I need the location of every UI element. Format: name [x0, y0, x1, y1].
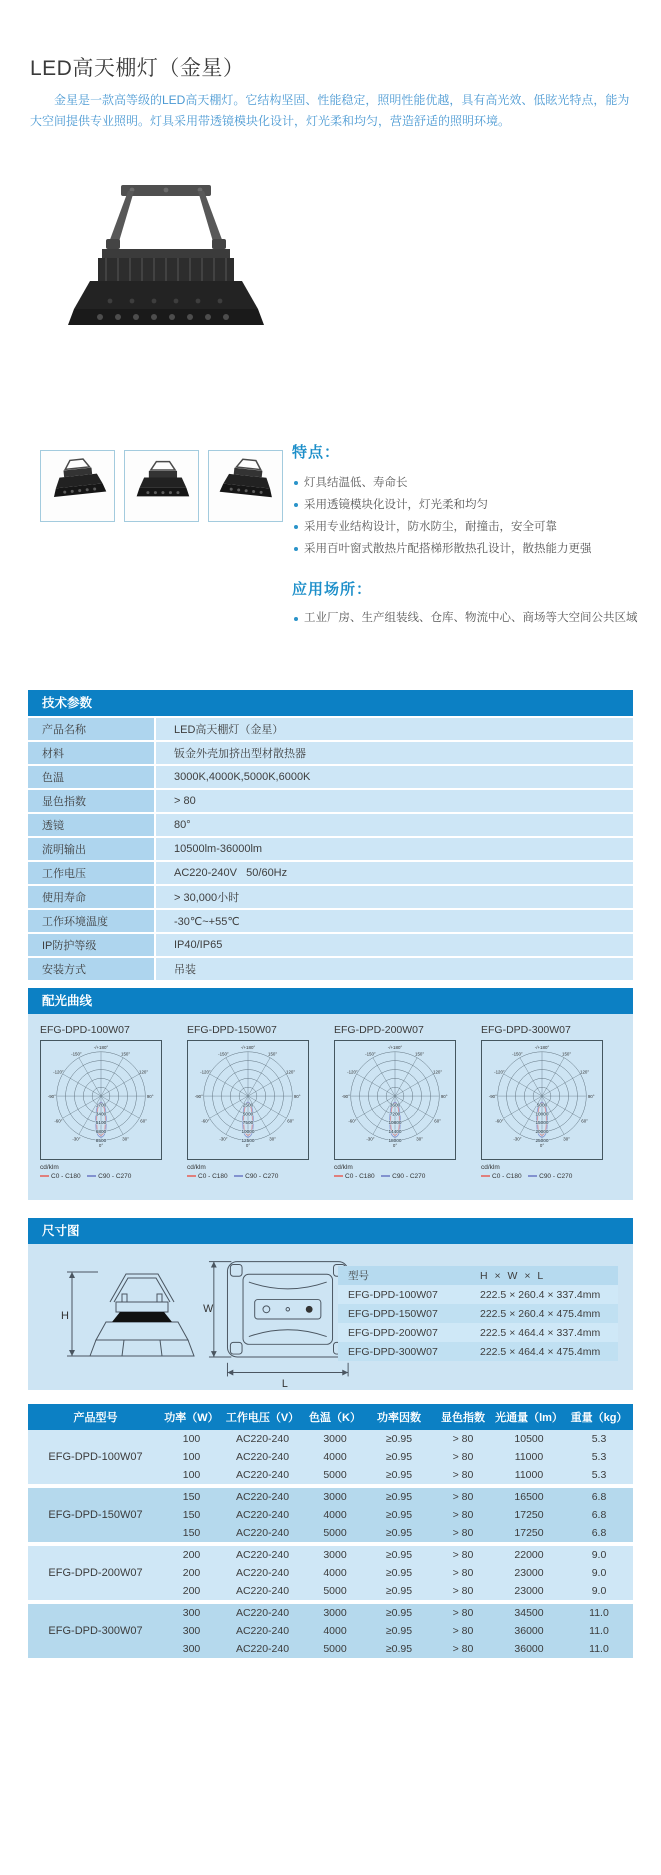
photometry-chart [334, 1022, 474, 1200]
tech-params-table [28, 718, 633, 982]
spec-model-cell: EFG-DPD-100W07 [28, 1430, 163, 1486]
svg-text:150°: 150° [121, 1051, 131, 1057]
spec-cell: 11000 [493, 1466, 565, 1486]
spec-row [28, 1544, 633, 1564]
spec-cell: ≥0.95 [365, 1486, 433, 1506]
photometry-chart-title: EFG-DPD-150W07 [187, 1024, 277, 1036]
spec-cell: 34500 [493, 1602, 565, 1622]
spec-column-header: 显色指数 [433, 1404, 493, 1430]
photometry-unit: cd/klm [40, 1164, 59, 1171]
spec-column-header: 产品型号 [28, 1404, 163, 1430]
svg-text:150°: 150° [415, 1051, 425, 1057]
spec-cell: 9.0 [565, 1544, 633, 1564]
svg-text:-120°: -120° [494, 1069, 505, 1075]
tech-param-value: 吊装 [155, 957, 633, 981]
svg-text:-60°: -60° [348, 1118, 357, 1124]
dimension-model: EFG-DPD-300W07 [338, 1342, 470, 1361]
spec-cell: 5000 [305, 1466, 365, 1486]
tech-param-label: 流明输出 [28, 837, 155, 861]
spec-cell: 4000 [305, 1622, 365, 1640]
svg-text:-150°: -150° [71, 1051, 82, 1057]
spec-column-header: 功率因数 [365, 1404, 433, 1430]
svg-text:L: L [281, 1378, 288, 1391]
svg-text:60°: 60° [287, 1118, 294, 1124]
spec-cell: 16500 [493, 1486, 565, 1506]
spec-cell: 9.0 [565, 1582, 633, 1602]
spec-row [28, 1602, 633, 1622]
spec-cell: 150 [163, 1486, 220, 1506]
product-description: 金星是一款高等级的LED高天棚灯。它结构坚固、性能稳定，照明性能优越，具有高光效、低眩光特点，能为大空间提供专业照明。灯具采用带透镜模块化设计，灯光柔和均匀，营造舒适的照明环境。 [30, 93, 630, 128]
tech-param-label: 材料 [28, 741, 155, 765]
svg-text:120°: 120° [139, 1069, 149, 1075]
tech-param-row [28, 957, 633, 981]
spec-row [28, 1486, 633, 1506]
spec-cell: 4000 [305, 1448, 365, 1466]
spec-cell: AC220-240 [220, 1622, 305, 1640]
dims-header-model: 型号 [338, 1266, 470, 1285]
tech-param-label: 工作环境温度 [28, 909, 155, 933]
spec-cell: 4000 [305, 1506, 365, 1524]
spec-cell: 5.3 [565, 1448, 633, 1466]
spec-cell: 6.8 [565, 1506, 633, 1524]
spec-cell: 3000 [305, 1544, 365, 1564]
polar-chart-svg [41, 1041, 161, 1159]
spec-cell: AC220-240 [220, 1448, 305, 1466]
spec-row [28, 1430, 633, 1448]
svg-text:120°: 120° [286, 1069, 296, 1075]
applications-list [293, 608, 643, 628]
tech-param-label: 产品名称 [28, 718, 155, 741]
spec-cell: ≥0.95 [365, 1448, 433, 1466]
svg-text:-60°: -60° [201, 1118, 210, 1124]
spec-cell: 11.0 [565, 1622, 633, 1640]
thumbnail-lamp-icon [129, 455, 195, 517]
spec-cell: 11000 [493, 1448, 565, 1466]
svg-text:-120°: -120° [347, 1069, 358, 1075]
photometry-legend [334, 1163, 474, 1181]
svg-text:10800: 10800 [388, 1121, 402, 1127]
thumbnail-lamp-icon [45, 455, 111, 517]
polar-chart-svg [188, 1041, 308, 1159]
spec-cell: ≥0.95 [365, 1466, 433, 1486]
feature-item: 采用透镜模块化设计，灯光柔和均匀 [293, 494, 641, 516]
svg-text:-150°: -150° [512, 1051, 523, 1057]
tech-param-row [28, 765, 633, 789]
spec-cell: 4000 [305, 1564, 365, 1582]
svg-text:H: H [61, 1310, 69, 1322]
svg-text:90°: 90° [293, 1094, 301, 1100]
spec-cell: 3000 [305, 1486, 365, 1506]
spec-column-header: 重量（kg） [565, 1404, 633, 1430]
photometry-legend-line: C0 - C180 C90 - C270 [187, 1172, 327, 1181]
spec-cell: > 80 [433, 1582, 493, 1602]
tech-param-value: 3000K,4000K,5000K,6000K [155, 765, 633, 789]
svg-text:5000: 5000 [536, 1103, 548, 1109]
svg-text:120°: 120° [433, 1069, 443, 1075]
spec-cell: > 80 [433, 1622, 493, 1640]
spec-column-header: 功率（W） [163, 1404, 220, 1430]
dimension-row [338, 1342, 618, 1361]
features-heading: 特点： [292, 444, 341, 461]
spec-cell: ≥0.95 [365, 1622, 433, 1640]
polar-chart [40, 1040, 162, 1160]
tech-param-label: 工作电压 [28, 861, 155, 885]
svg-text:-90°: -90° [47, 1094, 56, 1100]
svg-text:-90°: -90° [194, 1094, 203, 1100]
tech-param-value: LED高天棚灯（金星） [155, 718, 633, 741]
polar-chart [334, 1040, 456, 1160]
svg-text:12500: 12500 [241, 1138, 255, 1144]
spec-cell: 300 [163, 1602, 220, 1622]
svg-text:3400: 3400 [95, 1112, 107, 1118]
svg-text:-60°: -60° [54, 1118, 63, 1124]
svg-text:7200: 7200 [389, 1112, 401, 1118]
svg-text:60°: 60° [140, 1118, 147, 1124]
polar-chart [481, 1040, 603, 1160]
dimensions-table [338, 1266, 618, 1361]
svg-text:-/+180°: -/+180° [534, 1044, 550, 1050]
tech-param-value: -30℃~+55℃ [155, 909, 633, 933]
spec-table [28, 1404, 633, 1658]
tech-param-row [28, 718, 633, 741]
svg-text:90°: 90° [146, 1094, 154, 1100]
product-thumbnail-1[interactable] [40, 450, 115, 522]
tech-param-value: 80° [155, 813, 633, 837]
spec-cell: 200 [163, 1544, 220, 1564]
spec-cell: ≥0.95 [365, 1582, 433, 1602]
svg-text:-120°: -120° [200, 1069, 211, 1075]
spec-cell: 100 [163, 1466, 220, 1486]
spec-cell: 150 [163, 1506, 220, 1524]
tech-param-row [28, 837, 633, 861]
spec-cell: 22000 [493, 1544, 565, 1564]
photometry-legend [187, 1163, 327, 1181]
svg-text:60°: 60° [434, 1118, 441, 1124]
svg-text:0°: 0° [392, 1143, 398, 1149]
svg-text:30°: 30° [122, 1136, 129, 1142]
photometry-legend [481, 1163, 621, 1181]
spec-cell: ≥0.95 [365, 1544, 433, 1564]
svg-text:90°: 90° [440, 1094, 448, 1100]
spec-cell: ≥0.95 [365, 1506, 433, 1524]
svg-text:15000: 15000 [535, 1121, 549, 1127]
spec-cell: > 80 [433, 1506, 493, 1524]
page-title: LED高天棚灯（金星） [30, 57, 245, 80]
polar-chart-svg [335, 1041, 455, 1159]
svg-text:W: W [203, 1303, 214, 1316]
legend-swatch-c0 [334, 1175, 343, 1177]
dimension-model: EFG-DPD-150W07 [338, 1304, 470, 1323]
svg-text:-30°: -30° [366, 1136, 375, 1142]
photometry-chart-title: EFG-DPD-200W07 [334, 1024, 424, 1036]
tech-params-body [28, 718, 633, 981]
spec-cell: 17250 [493, 1524, 565, 1544]
svg-text:-60°: -60° [495, 1118, 504, 1124]
svg-text:0°: 0° [98, 1143, 104, 1149]
tech-param-value: AC220-240V 50/60Hz [155, 861, 633, 885]
svg-text:60°: 60° [581, 1118, 588, 1124]
svg-text:6800: 6800 [95, 1130, 107, 1136]
spec-cell: > 80 [433, 1486, 493, 1506]
spec-cell: 5.3 [565, 1430, 633, 1448]
photometry-unit: cd/klm [187, 1164, 206, 1171]
svg-text:120°: 120° [580, 1069, 590, 1075]
spec-cell: > 80 [433, 1564, 493, 1582]
spec-cell: 5.3 [565, 1466, 633, 1486]
dimension-size: 222.5 × 464.4 × 337.4mm [470, 1323, 618, 1342]
tech-param-value: > 80 [155, 789, 633, 813]
feature-item: 采用百叶窗式散热片配搭梯形散热孔设计，散热能力更强 [293, 538, 641, 560]
feature-item: 采用专业结构设计，防水防尘，耐撞击，安全可靠 [293, 516, 641, 538]
svg-text:-150°: -150° [218, 1051, 229, 1057]
spec-cell: 150 [163, 1524, 220, 1544]
spec-cell: 300 [163, 1640, 220, 1658]
dimension-size: 222.5 × 464.4 × 475.4mm [470, 1342, 618, 1361]
spec-table-body [28, 1430, 633, 1658]
tech-param-label: 色温 [28, 765, 155, 789]
applications-heading: 应用场所： [292, 581, 373, 598]
dimension-model: EFG-DPD-200W07 [338, 1323, 470, 1342]
spec-cell: ≥0.95 [365, 1430, 433, 1448]
svg-text:30°: 30° [269, 1136, 276, 1142]
legend-swatch-c0 [187, 1175, 196, 1177]
dimension-row [338, 1285, 618, 1304]
spec-cell: AC220-240 [220, 1506, 305, 1524]
spec-cell: 300 [163, 1622, 220, 1640]
thumbnail-row [40, 450, 283, 522]
spec-cell: AC220-240 [220, 1602, 305, 1622]
svg-text:-/+180°: -/+180° [93, 1044, 109, 1050]
legend-swatch-c90 [234, 1175, 243, 1177]
spec-cell: > 80 [433, 1544, 493, 1564]
svg-text:30°: 30° [416, 1136, 423, 1142]
spec-cell: AC220-240 [220, 1486, 305, 1506]
spec-cell: 100 [163, 1448, 220, 1466]
photometry-chart-title: EFG-DPD-300W07 [481, 1024, 571, 1036]
tech-param-row [28, 861, 633, 885]
spec-cell: 5000 [305, 1582, 365, 1602]
svg-text:-30°: -30° [219, 1136, 228, 1142]
spec-cell: 6.8 [565, 1524, 633, 1544]
side-view-drawing [58, 1256, 208, 1374]
spec-column-header: 光通量（lm） [493, 1404, 565, 1430]
spec-cell: 11.0 [565, 1602, 633, 1622]
spec-model-cell: EFG-DPD-300W07 [28, 1602, 163, 1658]
svg-text:-30°: -30° [72, 1136, 81, 1142]
spec-cell: > 80 [433, 1602, 493, 1622]
svg-text:30°: 30° [563, 1136, 570, 1142]
tech-param-value: > 30,000小时 [155, 885, 633, 909]
tech-param-value: 钣金外壳加挤出型材散热器 [155, 741, 633, 765]
dimensions-header: 尺寸图 [28, 1218, 633, 1244]
svg-text:14400: 14400 [388, 1130, 402, 1136]
photometry-chart [40, 1022, 180, 1200]
dimension-size: 222.5 × 260.4 × 475.4mm [470, 1304, 618, 1323]
dimension-model: EFG-DPD-100W07 [338, 1285, 470, 1304]
spec-cell: 36000 [493, 1640, 565, 1658]
spec-cell: ≥0.95 [365, 1524, 433, 1544]
tech-param-row [28, 813, 633, 837]
spec-cell: 23000 [493, 1582, 565, 1602]
svg-text:150°: 150° [268, 1051, 278, 1057]
svg-text:-30°: -30° [513, 1136, 522, 1142]
legend-swatch-c90 [87, 1175, 96, 1177]
photometry-unit: cd/klm [334, 1164, 353, 1171]
dimension-size: 222.5 × 260.4 × 337.4mm [470, 1285, 618, 1304]
spec-cell: 17250 [493, 1506, 565, 1524]
spec-cell: ≥0.95 [365, 1640, 433, 1658]
application-item: 工业厂房、生产组装线、仓库、物流中心、商场等大空间公共区域 [293, 608, 643, 628]
spec-cell: AC220-240 [220, 1524, 305, 1544]
svg-text:10000: 10000 [241, 1130, 255, 1136]
svg-text:-90°: -90° [488, 1094, 497, 1100]
feature-item: 灯具结温低、寿命长 [293, 472, 641, 494]
tech-param-label: 显色指数 [28, 789, 155, 813]
tech-param-label: 使用寿命 [28, 885, 155, 909]
spec-cell: AC220-240 [220, 1466, 305, 1486]
legend-swatch-c90 [381, 1175, 390, 1177]
spec-cell: 200 [163, 1564, 220, 1582]
tech-params-header: 技术参数 [28, 690, 633, 716]
spec-cell: > 80 [433, 1466, 493, 1486]
tech-param-label: 透镜 [28, 813, 155, 837]
spec-cell: 10500 [493, 1430, 565, 1448]
svg-text:-150°: -150° [365, 1051, 376, 1057]
spec-cell: 5000 [305, 1640, 365, 1658]
tech-param-row [28, 789, 633, 813]
spec-column-header: 工作电压（V） [220, 1404, 305, 1430]
photometry-legend-line: C0 - C180 C90 - C270 [40, 1172, 180, 1181]
svg-text:90°: 90° [587, 1094, 595, 1100]
photometry-header: 配光曲线 [28, 988, 633, 1014]
spec-cell: AC220-240 [220, 1544, 305, 1564]
dims-header-size: H × W × L [470, 1266, 618, 1285]
svg-text:3600: 3600 [389, 1103, 401, 1109]
photometry-chart [187, 1022, 327, 1200]
spec-cell: AC220-240 [220, 1582, 305, 1602]
svg-text:-/+180°: -/+180° [387, 1044, 403, 1050]
spec-cell: AC220-240 [220, 1430, 305, 1448]
spec-model-cell: EFG-DPD-200W07 [28, 1544, 163, 1602]
spec-cell: ≥0.95 [365, 1602, 433, 1622]
svg-text:18000: 18000 [388, 1138, 402, 1144]
svg-text:-120°: -120° [53, 1069, 64, 1075]
legend-swatch-c0 [40, 1175, 49, 1177]
spec-cell: 3000 [305, 1602, 365, 1622]
legend-swatch-c90 [528, 1175, 537, 1177]
spec-table-header-row [28, 1404, 633, 1430]
spec-cell: 3000 [305, 1430, 365, 1448]
spec-cell: 5000 [305, 1524, 365, 1544]
photometry-unit: cd/klm [481, 1164, 500, 1171]
spec-cell: AC220-240 [220, 1564, 305, 1582]
tech-param-row [28, 885, 633, 909]
svg-text:10000: 10000 [535, 1112, 549, 1118]
dimension-row [338, 1323, 618, 1342]
polar-chart [187, 1040, 309, 1160]
polar-chart-svg [482, 1041, 602, 1159]
svg-text:1700: 1700 [95, 1103, 107, 1109]
tech-param-row [28, 933, 633, 957]
svg-text:5000: 5000 [242, 1112, 254, 1118]
thumbnail-lamp-icon [213, 455, 279, 517]
photometry-legend-line: C0 - C180 C90 - C270 [481, 1172, 621, 1181]
spec-cell: 200 [163, 1582, 220, 1602]
photometry-legend-line: C0 - C180 C90 - C270 [334, 1172, 474, 1181]
svg-text:-90°: -90° [341, 1094, 350, 1100]
dimensions-table-body [338, 1285, 618, 1361]
spec-cell: > 80 [433, 1448, 493, 1466]
spec-cell: > 80 [433, 1640, 493, 1658]
tech-param-value: IP40/IP65 [155, 933, 633, 957]
floodlight-illustration [48, 165, 284, 365]
svg-text:7500: 7500 [242, 1121, 254, 1127]
top-view-drawing [200, 1248, 360, 1392]
svg-text:5100: 5100 [95, 1121, 107, 1127]
photometry-legend [40, 1163, 180, 1181]
svg-text:-/+180°: -/+180° [240, 1044, 256, 1050]
spec-cell: 36000 [493, 1622, 565, 1640]
dimensions-table-header-row [338, 1266, 618, 1285]
spec-cell: 100 [163, 1430, 220, 1448]
svg-text:20000: 20000 [535, 1130, 549, 1136]
tech-param-label: 安装方式 [28, 957, 155, 981]
tech-param-value: 10500lm-36000lm [155, 837, 633, 861]
photometry-area [28, 1014, 633, 1200]
spec-cell: ≥0.95 [365, 1564, 433, 1582]
product-thumbnail-2[interactable] [124, 450, 199, 522]
spec-cell: AC220-240 [220, 1640, 305, 1658]
spec-cell: 6.8 [565, 1486, 633, 1506]
product-image [48, 165, 284, 365]
features-list [293, 472, 641, 560]
svg-text:150°: 150° [562, 1051, 572, 1057]
product-thumbnail-3[interactable] [208, 450, 283, 522]
legend-swatch-c0 [481, 1175, 490, 1177]
spec-cell: > 80 [433, 1524, 493, 1544]
svg-text:8500: 8500 [95, 1138, 107, 1144]
spec-model-cell: EFG-DPD-150W07 [28, 1486, 163, 1544]
tech-param-row [28, 909, 633, 933]
spec-column-header: 色温（K） [305, 1404, 365, 1430]
photometry-chart-title: EFG-DPD-100W07 [40, 1024, 130, 1036]
spec-cell: > 80 [433, 1430, 493, 1448]
spec-cell: 23000 [493, 1564, 565, 1582]
svg-text:0°: 0° [245, 1143, 251, 1149]
tech-param-label: IP防护等级 [28, 933, 155, 957]
svg-text:2500: 2500 [242, 1103, 254, 1109]
photometry-chart [481, 1022, 621, 1200]
spec-cell: 11.0 [565, 1640, 633, 1658]
dimension-row [338, 1304, 618, 1323]
tech-param-row [28, 741, 633, 765]
svg-text:0°: 0° [539, 1143, 545, 1149]
spec-cell: 9.0 [565, 1564, 633, 1582]
svg-text:25000: 25000 [535, 1138, 549, 1144]
